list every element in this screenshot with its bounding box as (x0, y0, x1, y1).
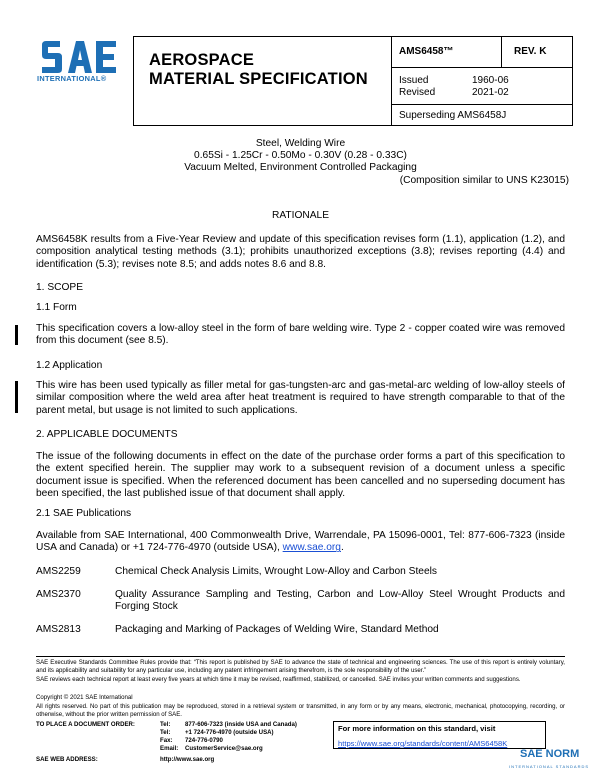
contact-value: 877-606-7323 (inside USA and Canada) (185, 721, 297, 728)
doc-number: AMS6458™ (399, 46, 454, 57)
application-heading: 1.2 Application (36, 360, 103, 371)
contact-value: CustomerService@sae.org (185, 745, 263, 752)
doc-ref-title: Chemical Check Analysis Limits, Wrought Low-Alloy and Carbon Steels (115, 566, 437, 577)
issued-label: Issued (399, 75, 429, 86)
form-heading: 1.1 Form (36, 302, 77, 313)
footer-rules: SAE Executive Standards Committee Rules provide that: “This report is published by SAE to advance the state of technical and engineering sciences. The use of this report is entirely voluntary, and its applicability and suitability for any particular use, including any patent infringement arising therefrom, is the sole responsibility of the user.” (36, 659, 565, 674)
doc-ref-id: AMS2259 (36, 566, 81, 577)
title-line4: (Composition similar to UNS K23015) (399, 175, 569, 186)
web-value: http://www.sae.org (160, 756, 215, 763)
contact-label: Fax: (160, 737, 173, 744)
more-info-box (333, 721, 546, 749)
sae-publications-text: Available from SAE International, 400 Commonwealth Drive, Warrendale, PA 15096-0001, Tel: 877-606-7323 (inside USA and Canada) or +1 724-776-4970 (outside USA), www.sae.org. (36, 530, 565, 554)
sae-publications-heading: 2.1 SAE Publications (36, 508, 132, 519)
application-text: This wire has been used typically as filler metal for gas-tungsten-arc and gas-metal-arc welding of low-alloy steels of similar composition where the weld area after heat treatment is required to have strength comparable to that of the parent metal, but usage is not limited to such applications. (36, 380, 565, 416)
doc-ref-title: Quality Assurance Sampling and Testing, Carbon and Low-Alloy Steel Wrought Products and Forging Stock (115, 589, 565, 613)
sae-website-link[interactable]: www.sae.org (282, 542, 341, 554)
footer-review: SAE reviews each technical report at least every five years at which time it may be revised, reaffirmed, stabilized, or cancelled. SAE invites your written comments and suggestions. (36, 676, 521, 683)
issued-value: 1960-06 (472, 75, 509, 86)
watermark: SAE NORM (520, 748, 580, 760)
applicable-heading: 2. APPLICABLE DOCUMENTS (36, 429, 178, 440)
change-bar (15, 325, 18, 345)
footer-rights: All rights reserved. No part of this publication may be reproduced, stored in a retrieval system or transmitted, in any form or by any means, electronic, mechanical, photocopying, recording, or otherwise, without the prior written permission of SAE. (36, 703, 565, 718)
contact-label: Email: (160, 745, 179, 752)
watermark-subtitle: INTERNATIONAL STANDARDS (509, 764, 590, 769)
scope-heading: 1. SCOPE (36, 282, 83, 293)
revision-label: REV. K (514, 46, 547, 57)
web-label: SAE WEB ADDRESS: (36, 756, 98, 763)
applicable-text: The issue of the following documents in effect on the date of the purchase order forms a part of this specification to the extent specified herein. The supplier may work to a subsequent revision of a document unless a specific document issue is specified. When the referenced document has been cancelled and no superseding document has been specified, the last published issue of that document shall apply. (36, 451, 565, 500)
logo-subtitle: INTERNATIONAL® (37, 74, 107, 83)
doc-ref-title: Packaging and Marking of Packages of Welding Wire, Standard Method (115, 624, 439, 635)
footer-divider (36, 656, 565, 657)
revised-label: Revised (399, 87, 436, 98)
more-info-title: For more information on this standard, visit (338, 724, 496, 733)
title-line3: Vacuum Melted, Environment Controlled Packaging (184, 162, 417, 173)
more-info-link[interactable]: https://www.sae.org/standards/content/AMS6458K (338, 739, 508, 748)
contact-value: 724-776-0790 (185, 737, 223, 744)
spec-type-line2: MATERIAL SPECIFICATION (149, 70, 368, 88)
footer-copyright: Copyright © 2021 SAE International (36, 694, 133, 701)
doc-ref-id: AMS2813 (36, 624, 81, 635)
rationale-heading: RATIONALE (272, 210, 329, 221)
contact-value: +1 724-776-4970 (outside USA) (185, 729, 274, 736)
contact-label: Tel: (160, 729, 171, 736)
title-line2: 0.65Si - 1.25Cr - 0.50Mo - 0.30V (0.28 - 0.33C) (194, 150, 407, 161)
order-label: TO PLACE A DOCUMENT ORDER: (36, 721, 135, 728)
doc-ref-id: AMS2370 (36, 589, 81, 600)
revised-value: 2021-02 (472, 87, 509, 98)
title-line1: Steel, Welding Wire (255, 138, 346, 149)
change-bar (15, 381, 18, 413)
spec-type-line1: AEROSPACE (149, 51, 255, 69)
header-box (133, 36, 573, 126)
rationale-text: AMS6458K results from a Five-Year Review and update of this specification revises form (1.1), application (1.2), and composition analytical testing methods (3.1); prohibits unauthorized exceptions (3.8); revises reporting (4.4) and identification (5.3); revises note 8.5; and adds notes 8.6 and 8.8. (36, 234, 565, 270)
form-text: This specification covers a low-alloy steel in the form of bare welding wire. Type 2 - copper coated wire was removed from this document (see 8.5). (36, 323, 565, 347)
superseding: Superseding AMS6458J (399, 110, 507, 121)
contact-label: Tel: (160, 721, 171, 728)
